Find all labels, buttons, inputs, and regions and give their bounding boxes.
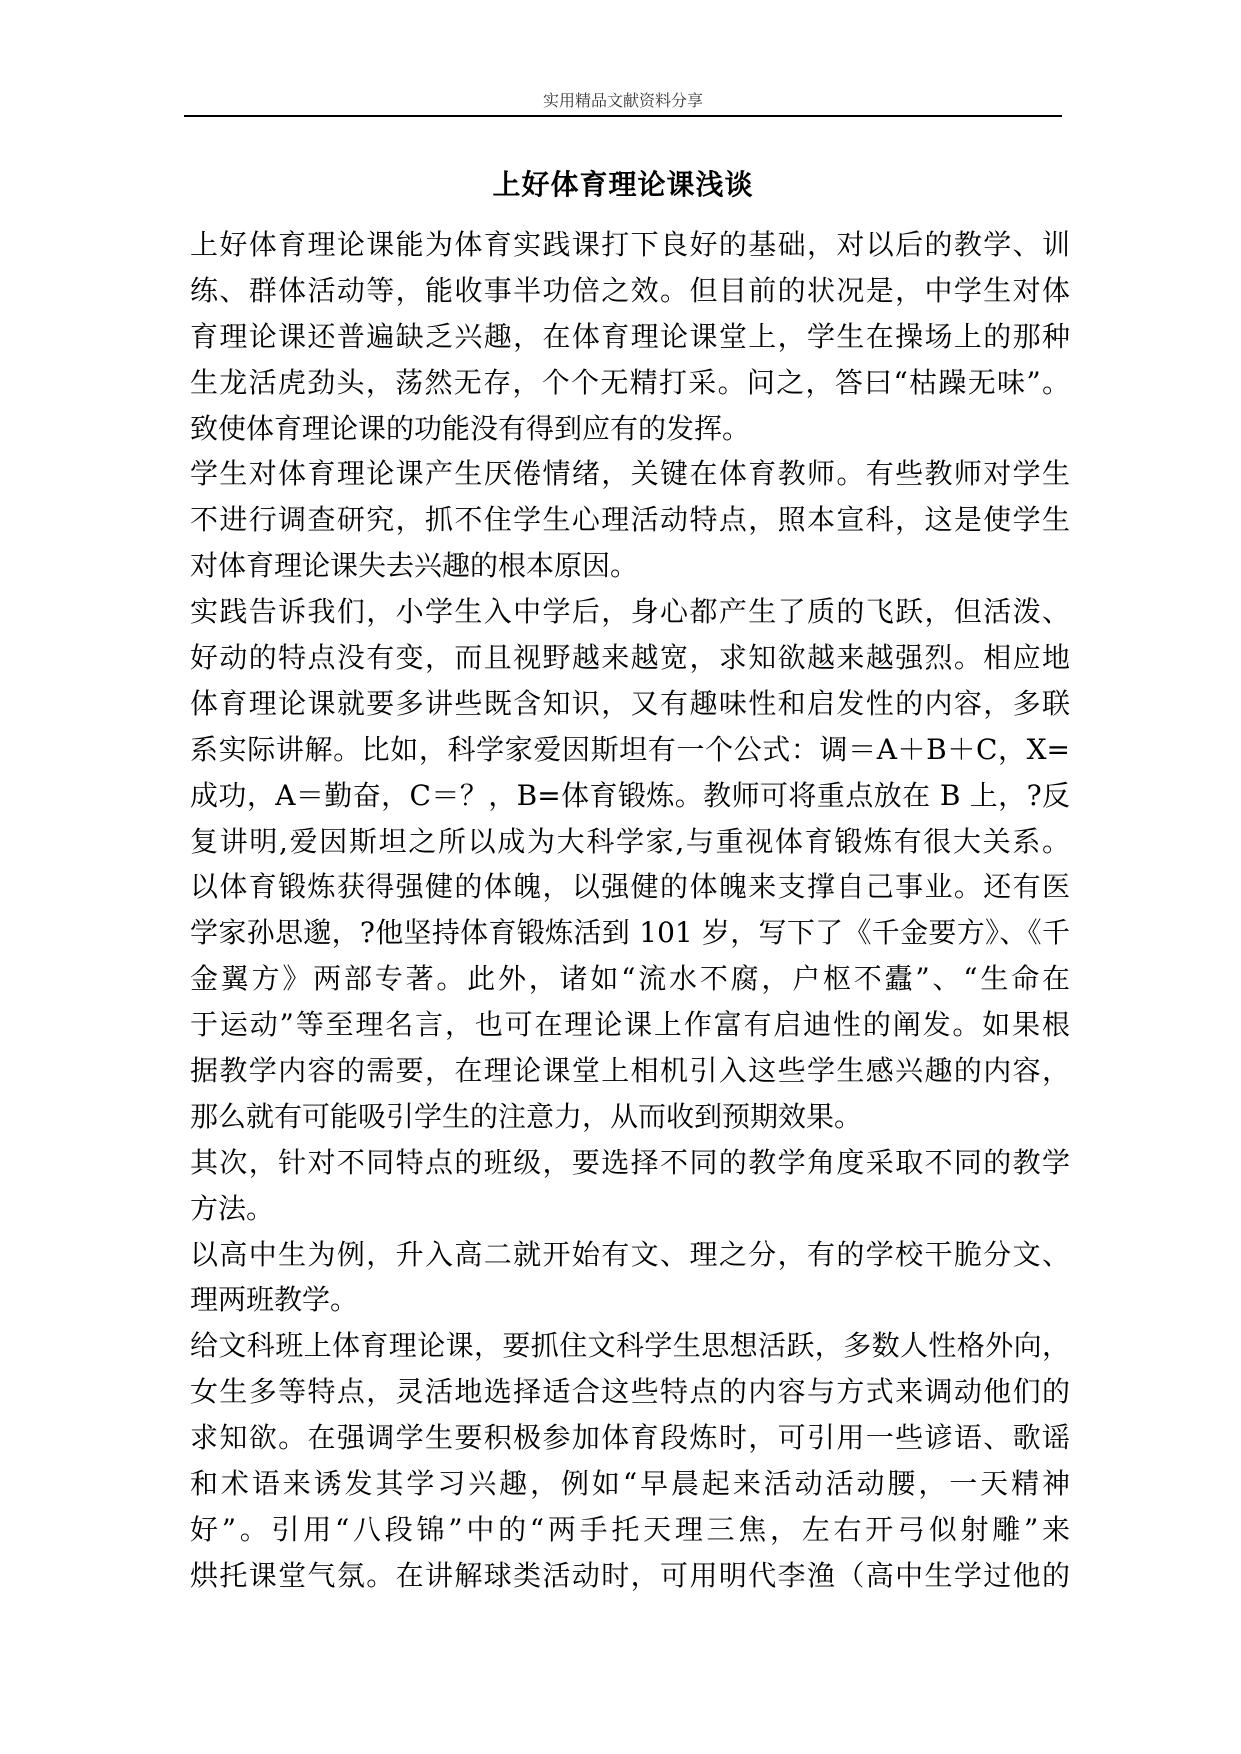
body-line: 给文科班上体育理论课，要抓住文科学生思想活跃，多数人性格外向， <box>190 1329 1070 1363</box>
header-divider <box>184 115 1062 117</box>
body-line: 复讲明,爱因斯坦之所以成为大科学家,与重视体育锻炼有很大关系。 <box>190 824 1070 858</box>
body-line: 以体育锻炼获得强健的体魄，以强健的体魄来支撑自己事业。还有医 <box>190 870 1070 904</box>
body-line: 理两班教学。 <box>190 1283 359 1317</box>
body-line: 以高中生为例，升入高二就开始有文、理之分，有的学校干脆分文、 <box>190 1237 1070 1271</box>
body-line: 学生对体育理论课产生厌倦情绪，关键在体育教师。有些教师对学生 <box>190 457 1070 491</box>
body-line: 其次，针对不同特点的班级，要选择不同的教学角度采取不同的教学 <box>190 1145 1070 1179</box>
running-header: 实用精品文献资料分享 <box>542 91 703 110</box>
body-line: 育理论课还普遍缺乏兴趣，在体育理论课堂上，学生在操场上的那种 <box>190 319 1070 353</box>
body-line: 据教学内容的需要，在理论课堂上相机引入这些学生感兴趣的内容， <box>190 1054 1070 1088</box>
body-line: 系实际讲解。比如，科学家爱因斯坦有一个公式：调＝A＋B＋C，X= <box>190 732 1070 766</box>
body-line: 求知欲。在强调学生要积极参加体育段炼时，可引用一些谚语、歌谣 <box>190 1421 1070 1455</box>
body-line: 实践告诉我们，小学生入中学后，身心都产生了质的飞跃，但活泼、 <box>190 595 1070 629</box>
body-line: 女生多等特点，灵活地选择适合这些特点的内容与方式来调动他们的 <box>190 1375 1070 1409</box>
document-body <box>190 222 1070 1599</box>
body-line: 致使体育理论课的功能没有得到应有的发挥。 <box>190 411 751 445</box>
body-line: 对体育理论课失去兴趣的根本原因。 <box>190 549 639 583</box>
body-line: 烘托课堂气氛。在讲解球类活动时，可用明代李渔（高中生学过他的 <box>190 1558 1070 1592</box>
body-line: 生龙活虎劲头，荡然无存，个个无精打采。问之，答曰“枯躁无味”。 <box>190 365 1070 399</box>
body-line: 练、群体活动等，能收事半功倍之效。但目前的状况是，中学生对体 <box>190 273 1070 307</box>
body-line: 方法。 <box>190 1191 275 1225</box>
body-line: 学家孙思邈，?他坚持体育锻炼活到 101 岁，写下了《千金要方》、《千 <box>190 916 1070 950</box>
document-title: 上好体育理论课浅谈 <box>492 168 754 201</box>
body-line: 好”。引用“八段锦”中的“两手托天理三焦，左右开弓似射雕”来 <box>190 1512 1070 1546</box>
body-line: 好动的特点没有变，而且视野越来越宽，求知欲越来越强烈。相应地 <box>190 641 1070 675</box>
body-line: 于运动”等至理名言，也可在理论课上作富有启迪性的阐发。如果根 <box>190 1008 1070 1042</box>
body-line: 成功，A＝勤奋，C＝？，B=体育锻炼。教师可将重点放在 B 上，?反 <box>190 778 1070 812</box>
body-line: 那么就有可能吸引学生的注意力，从而收到预期效果。 <box>190 1099 863 1133</box>
body-line: 不进行调查研究，抓不住学生心理活动特点，照本宣科，这是使学生 <box>190 503 1070 537</box>
body-line: 上好体育理论课能为体育实践课打下良好的基础，对以后的教学、训 <box>190 228 1070 261</box>
body-line: 和术语来诱发其学习兴趣，例如“早晨起来活动活动腰，一天精神 <box>190 1467 1070 1501</box>
body-line: 金翼方》两部专著。此外，诸如“流水不腐，户枢不蠹”、“生命在 <box>190 962 1070 996</box>
body-line: 体育理论课就要多讲些既含知识，又有趣味性和启发性的内容，多联 <box>190 686 1070 720</box>
